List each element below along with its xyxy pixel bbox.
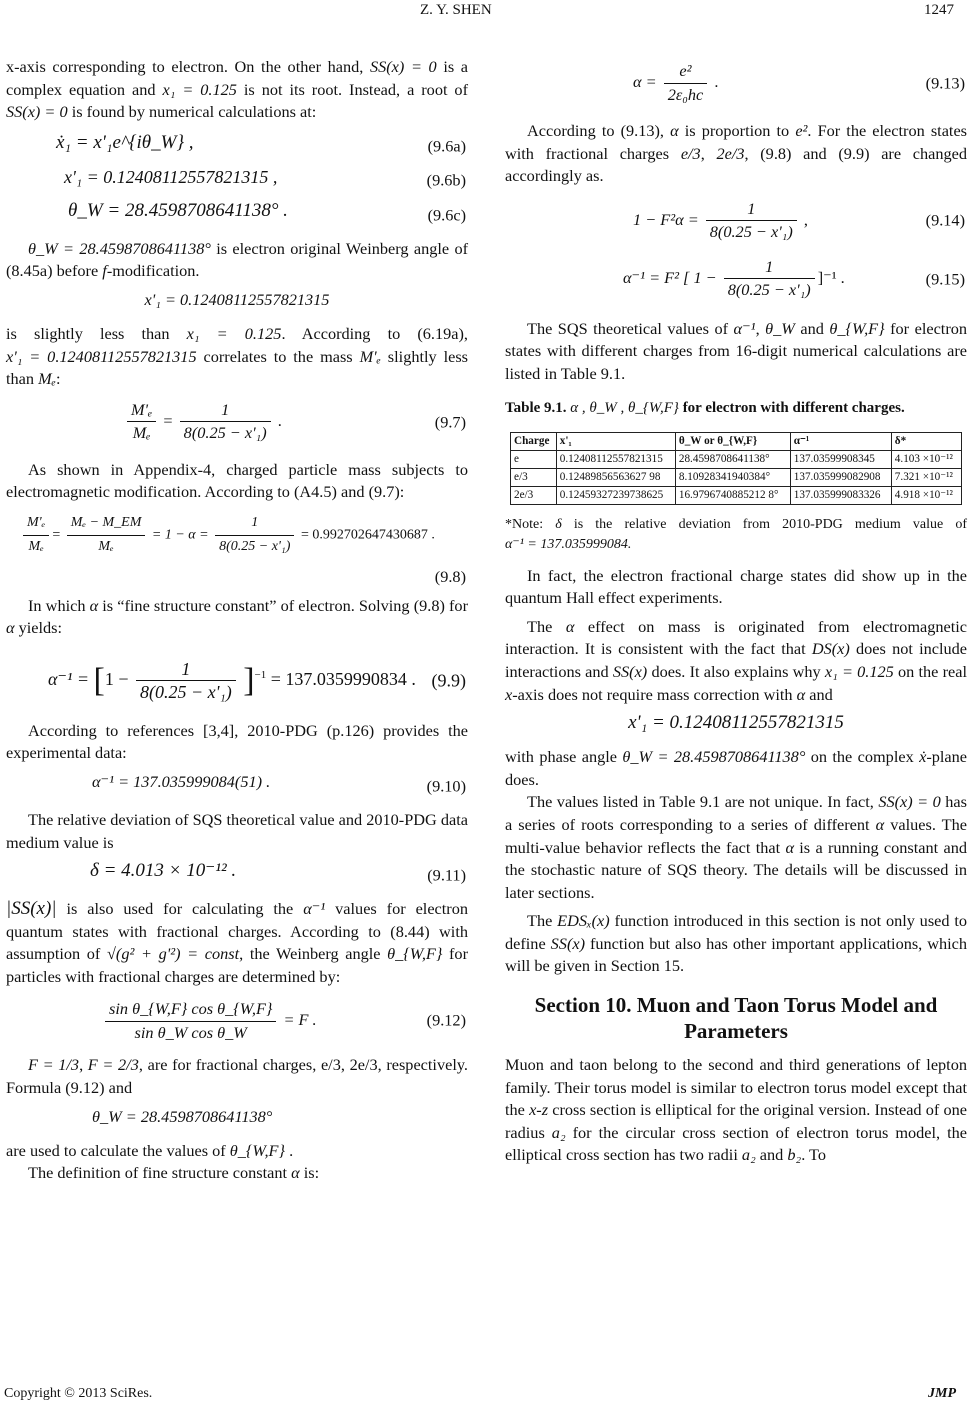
table-cell: 137.03599908345 [790,450,891,468]
equation-9-10: α⁻¹ = 137.035999084(51) . (9.10) [92,771,466,796]
equation-9-15: α⁻¹ = F² [ 1 − $\frac{1}{\text{8(0.25 − x'₁)}}$ ]⁻¹ . (9.15) [623,256,965,300]
paragraph: The values listed in Table 9.1 are not unique. In fact, SS(x) = 0 has a series of roots corresponding to a series of different α values. The multi-value behavior reflects the fact that α is a running constant and the stochastic nature of SQS theory. The details will be discussed in later sections. [505,792,967,902]
paragraph: Muon and taon belong to the second and third generations of lepton family. Their torus model is similar to electron torus model except that the x-z cross section is elliptical for the original version. Instead of one radius a₂ for the circular cross section of electron torus model, the elliptical cross section has two radii a₂ and b₂. To [505,1055,968,1165]
paragraph: As shown in Appendix-4, charged particle mass subjects to electromagnetic modification. According to (A4.5) and (9.7): [6,459,468,502]
paragraph: The α effect on mass is originated from electromagnetic interaction. It is consistent with the fact that DS(x) does not include interactions and SS(x) does. It also explains why x₁ = 0.125 on the real x-axis does not require mass correction with α and [505,616,967,704]
table-row [511,486,962,504]
table-cell: 16.9796740885212 8° [675,486,790,504]
paragraph: are used to calculate the values of θ_{W,F} . [6,1140,294,1160]
table-row [511,468,962,486]
page-number: 1247 [924,2,954,18]
table-header-cell: x'₁ [556,432,675,450]
equation-theta-w: θ_W = 28.4598708641138° [92,1106,273,1126]
equation-9-8: $\frac{\text{M'ₑ}}{\text{Mₑ}}$ = $\frac{\text{Mₑ − M\_EM}}{\text{Mₑ}}$ = 1 − α = $\frac{1}{\text{8(0.25 − x'₁)}}$ = 0.992702647430687 . [6,510,468,562]
equation-9-11: δ = 4.013 × 10⁻¹² . (9.11) [90,860,466,885]
equation-9-13: α = $\frac{\text{e²}}{\text{2ε₀hc}}$ . (9.13) [633,61,965,104]
table-cell: 8.10928341940384° [675,468,790,486]
paragraph: According to references [3,4], 2010-PDG (p.126) provides the experimental data: [6,720,468,763]
equation-x1-prime: x'₁ = 0.12408112557821315 [628,712,844,734]
table-cell: 137.035999082908 [790,468,891,486]
paragraph: The EDSₓ(x) function introduced in this section is not only used to define SS(x) function but also has other important applications, which will be given in Section 15. [505,911,968,976]
paragraph: The definition of fine structure constant α is: [28,1163,320,1183]
paragraph: According to (9.13), α is proportion to e². For the electron states with fractional charges e/3, 2e/3, (9.8) and (9.9) are changed accordingly as. [505,121,968,186]
paragraph: is slightly less than x₁ = 0.125. According to (6.19a), x'₁ = 0.12408112557821315 correlates to the mass M'ₑ slightly less than Mₑ: [6,323,468,389]
table-cell: 7.321 ×10⁻¹² [891,468,961,486]
table-9-1 [510,432,962,505]
table-cell: 2e/3 [511,486,557,504]
right-column [505,52,967,1167]
left-column [6,56,468,1185]
equation-x1-prime: x'₁ = 0.12408112557821315 [144,289,330,309]
paragraph: θ_W = 28.4598708641138° is electron original Weinberg angle of (8.45a) before f-modification. [6,238,469,281]
equation-9-7: $\frac{\text{M'ₑ}}{\text{Mₑ}}$ = $\frac{1}{\text{8(0.25 − x'₁)}}$ . (9.7) [6,397,468,449]
table-header-cell: δ* [891,432,961,450]
footer-journal: JMP [928,1386,956,1401]
table-note: *Note: δ is the relative deviation from 2010-PDG medium value of α⁻¹ = 137.035999084. [505,516,967,552]
table-cell: 0.12408112557821315 [556,450,675,468]
paragraph: x-axis corresponding to electron. On the other hand, SS(x) = 0 is a complex equation and x₁ = 0.125 is not its root. Instead, a root of SS(x) = 0 is found by numerical calculations at: [6,57,469,122]
equation-9-6a: ẋ₁ = x'₁e^{iθ_W} , (9.6a) [56,131,466,156]
paragraph: |SS(x)| is also used for calculating the α⁻¹ values for electron quantum states with fractional charges. According to (8.44) with assumption of √(g² + g'²) = const, the Weinberg angle θ_{W,F} for particles with fractional charges are determined by: [6,898,469,986]
table-cell: 4.918 ×10⁻¹² [891,486,961,504]
table-caption: Table 9.1. α , θ_W , θ_{W,F} for electron with different charges. [505,399,905,416]
footer-copyright: Copyright © 2013 SciRes. [4,1386,153,1401]
table-cell: e/3 [511,468,557,486]
paragraph: In fact, the electron fractional charge states did show up in the quantum Hall effect experiments. [505,565,967,608]
paragraph: The relative deviation of SQS theoretical value and 2010-PDG data medium value is [6,809,468,852]
table-cell: 0.12489856563627 98 [556,468,675,486]
running-header-author: Z. Y. SHEN [420,2,492,18]
table-cell: 137.035999083326 [790,486,891,504]
paragraph: The SQS theoretical values of α⁻¹, θ_W and θ_{W,F} for electron states with different charges from 16-digit numerical calculations are listed in Table 9.1. [505,318,968,383]
equation-9-6b: x'₁ = 0.12408112557821315 , (9.6b) [64,166,466,190]
table-cell: 28.4598708641138° [675,450,790,468]
paragraph: with phase angle θ_W = 28.4598708641138° on the complex ẋ-plane does. [505,747,968,789]
table-header-cell: α⁻¹ [790,432,891,450]
equation-9-14: 1 − F²α = $\frac{1}{\text{8(0.25 − x'₁)}}$ , (9.14) [633,198,965,242]
table-cell: 0.12459327239738625 [556,486,675,504]
paragraph: F = 1/3, F = 2/3, are for fractional charges, e/3, 2e/3, respectively. Formula (9.12) and [6,1055,468,1098]
table-cell: 4.103 ×10⁻¹² [891,450,961,468]
equation-number: (9.8) [434,566,466,586]
paragraph: In which α is “fine structure constant” of electron. Solving (9.8) for α yields: [6,595,468,638]
table-header-cell: Charge [511,432,557,450]
equation-9-6c: θ_W = 28.4598708641138° . (9.6c) [68,199,466,225]
table-header-cell: θ_W or θ_{W,F} [675,432,790,450]
section-heading: Section 10. Muon and Taon Torus Model and Parameters [534,993,938,1044]
table-header-row [511,432,962,450]
equation-9-12: $\frac{\text{sin θ\_\{W,F\} cos θ\_\{W,F\}}}{\text{sin θ\_W cos θ\_W}}$ = F . (9.12) [6,996,468,1046]
table-row [511,450,962,468]
equation-9-9: α⁻¹ = [1 − $\frac{1}{\text{8(0.25 − x'₁)}}$ ]$^{-1}$ = 137.0359990834 . (9.9) [48,658,466,703]
table-cell: e [511,450,557,468]
